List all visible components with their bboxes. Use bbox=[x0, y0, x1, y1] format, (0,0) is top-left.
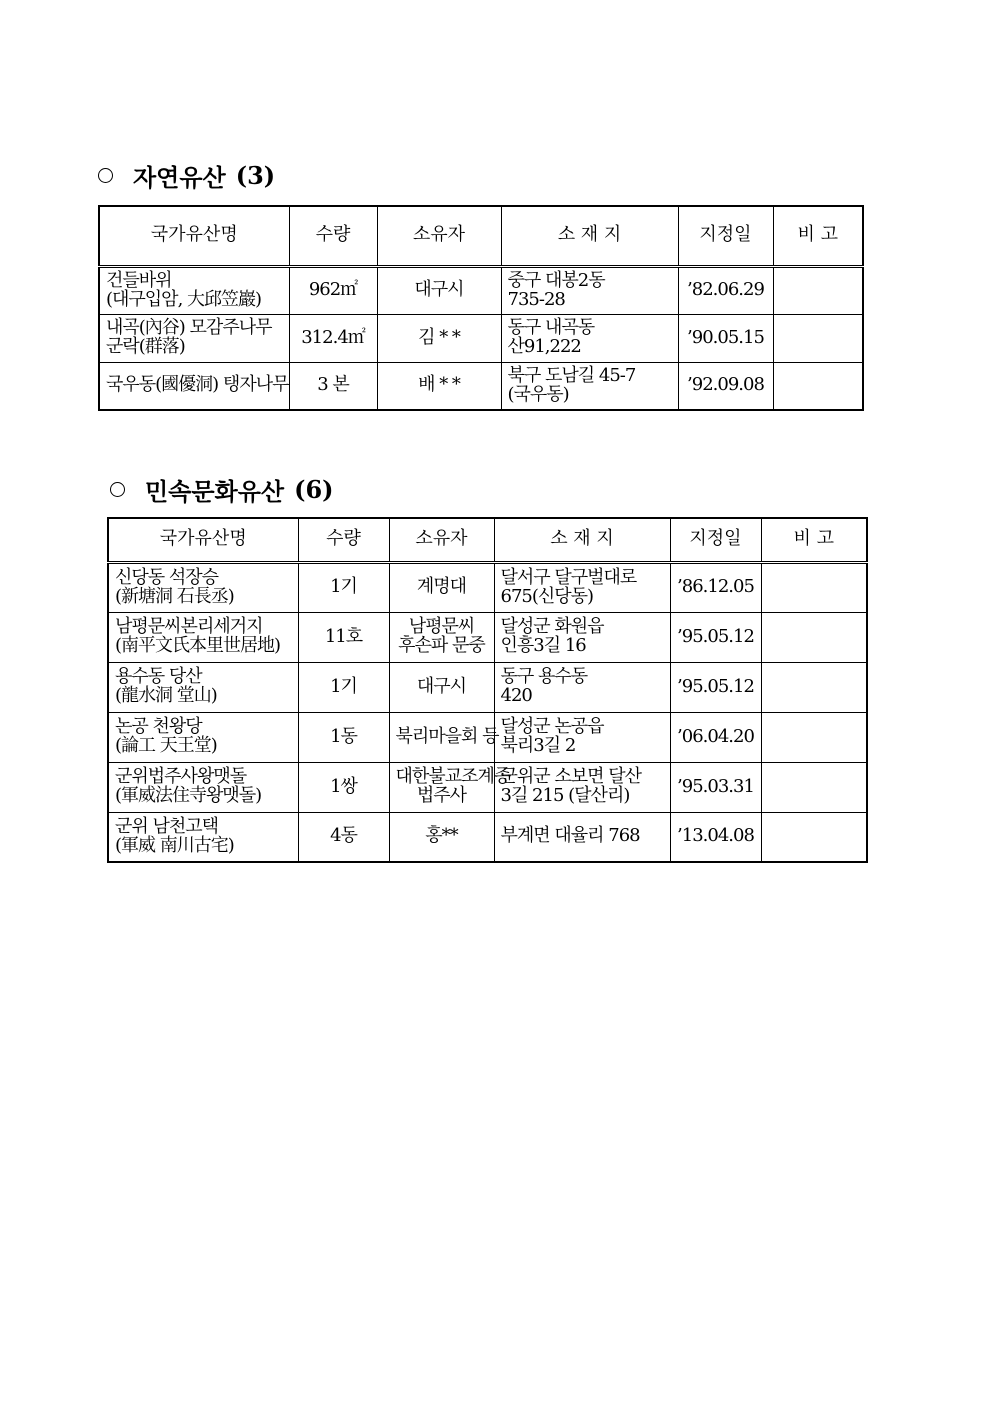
table-row bbox=[108, 612, 867, 662]
owner-cell-line: 배 * * bbox=[418, 374, 460, 396]
heritage-name-cell-line: 군위 남천고택 bbox=[115, 815, 219, 837]
table-row bbox=[108, 812, 867, 862]
note-cell bbox=[761, 762, 867, 812]
address-cell-line: 달성군 화원읍 bbox=[500, 616, 604, 638]
heritage-name-cell bbox=[108, 562, 298, 612]
table-header-cell: 수량 bbox=[289, 206, 377, 266]
note-cell bbox=[761, 612, 867, 662]
section-title-natural-heritage bbox=[98, 158, 275, 193]
table-header-cell: 지정일 bbox=[678, 206, 773, 266]
quantity-cell: 312.4㎡ bbox=[289, 314, 377, 362]
table-row bbox=[108, 712, 867, 762]
note-cell bbox=[773, 362, 863, 410]
address-cell-line: 달성군 논공읍 bbox=[500, 716, 604, 738]
address-cell-line: 735-28 bbox=[507, 288, 565, 310]
note-cell bbox=[761, 712, 867, 762]
table-row bbox=[99, 314, 863, 362]
address-cell-line: 동구 내곡동 bbox=[507, 317, 595, 339]
section-title-text: 자연유산 bbox=[133, 164, 226, 192]
quantity-cell: 1기 bbox=[298, 562, 389, 612]
owner-cell-line: 대구시 bbox=[414, 279, 464, 301]
table-header-cell: 국가유산명 bbox=[99, 206, 289, 266]
note-cell bbox=[761, 662, 867, 712]
owner-cell-line: 홍** bbox=[425, 825, 458, 847]
section-count: (6) bbox=[294, 475, 334, 504]
owner-cell-line: 대한불교조계종 bbox=[395, 766, 511, 788]
address-cell-line: 675(신당동) bbox=[500, 585, 594, 607]
quantity-cell: 1기 bbox=[298, 662, 389, 712]
address-cell-line: 부계면 대율리 768 bbox=[500, 825, 640, 847]
owner-cell bbox=[389, 662, 494, 712]
natural-heritage-table bbox=[98, 205, 864, 411]
heritage-name-cell-line: (南平文氏本里世居地) bbox=[115, 635, 281, 656]
owner-cell bbox=[389, 612, 494, 662]
address-cell-line: 산91,222 bbox=[507, 336, 581, 357]
address-cell-line: (국우동) bbox=[507, 383, 569, 405]
note-cell bbox=[773, 266, 863, 314]
heritage-name-cell bbox=[99, 266, 289, 314]
table-header-cell: 비 고 bbox=[761, 518, 867, 562]
owner-cell bbox=[377, 362, 501, 410]
table-row bbox=[108, 762, 867, 812]
quantity-cell: 962㎡ bbox=[289, 266, 377, 314]
quantity-cell: 1동 bbox=[298, 712, 389, 762]
table-row bbox=[99, 266, 863, 314]
section-title-folk-heritage bbox=[110, 472, 334, 507]
address-cell-line: 달서구 달구벌대로 bbox=[500, 566, 637, 588]
address-cell-line: 북리3길 2 bbox=[500, 735, 576, 756]
table-row bbox=[99, 362, 863, 410]
heritage-name-cell bbox=[99, 362, 289, 410]
table-header-cell: 소 재 지 bbox=[501, 206, 678, 266]
owner-cell bbox=[389, 762, 511, 812]
designation-date-cell: ’95.05.12 bbox=[670, 662, 761, 712]
heritage-name-cell-line: (龍水洞 堂山) bbox=[115, 685, 217, 706]
owner-cell-line: 법주사 bbox=[416, 785, 467, 806]
owner-cell-line: 대구시 bbox=[416, 675, 467, 697]
heritage-name-cell-line: 내곡(內谷) 모감주나무 bbox=[106, 317, 272, 339]
table-header-cell: 비 고 bbox=[773, 206, 863, 266]
address-cell bbox=[494, 712, 670, 762]
table-body bbox=[99, 206, 863, 410]
address-cell-line: 북구 도남길 45-7 bbox=[507, 364, 636, 386]
owner-cell-line: 김 * * bbox=[418, 326, 460, 348]
table-header-cell: 지정일 bbox=[670, 518, 761, 562]
heritage-name-cell-line: 국우동(國優洞) 탱자나무 bbox=[106, 374, 289, 396]
address-cell-line: 420 bbox=[500, 685, 532, 706]
owner-cell bbox=[377, 314, 501, 362]
table-body bbox=[108, 518, 867, 862]
designation-date-cell: ’92.09.08 bbox=[678, 362, 773, 410]
designation-date-cell: ’86.12.05 bbox=[670, 562, 761, 612]
address-cell bbox=[494, 612, 670, 662]
address-cell-line: 동구 용수동 bbox=[500, 666, 588, 688]
table-header-cell: 소유자 bbox=[389, 518, 494, 562]
table-header-cell: 국가유산명 bbox=[108, 518, 298, 562]
heritage-name-cell-line: 논공 천왕당 bbox=[115, 716, 202, 738]
designation-date-cell: ’95.03.31 bbox=[670, 762, 761, 812]
heritage-name-cell-line: (대구입암, 大邱笠巖) bbox=[106, 288, 262, 310]
owner-cell bbox=[389, 712, 499, 762]
owner-cell-line: 남평문씨 bbox=[408, 616, 475, 638]
folk-heritage-table bbox=[107, 517, 868, 863]
owner-cell bbox=[389, 812, 494, 862]
table-header-row bbox=[99, 206, 863, 266]
heritage-name-cell-line: 군위법주사왕맷돌 bbox=[115, 766, 247, 788]
designation-date-cell: ’82.06.29 bbox=[678, 266, 773, 314]
heritage-name-cell-line: (軍威 南川古宅) bbox=[115, 834, 234, 856]
quantity-cell: 3 본 bbox=[289, 362, 377, 410]
quantity-cell: 4동 bbox=[298, 812, 389, 862]
heritage-name-cell bbox=[108, 662, 298, 712]
address-cell bbox=[494, 662, 670, 712]
table-row bbox=[108, 662, 867, 712]
note-cell bbox=[761, 562, 867, 612]
address-cell bbox=[494, 812, 670, 862]
owner-cell-line: 계명대 bbox=[416, 576, 467, 598]
heritage-name-cell bbox=[108, 762, 298, 812]
heritage-name-cell-line: 신당동 석장승 bbox=[115, 566, 219, 588]
designation-date-cell: ’90.05.15 bbox=[678, 314, 773, 362]
quantity-cell: 11호 bbox=[298, 612, 389, 662]
address-cell bbox=[501, 314, 678, 362]
owner-cell bbox=[377, 266, 501, 314]
heritage-name-cell bbox=[99, 314, 289, 362]
section-title-text: 민속문화유산 bbox=[145, 478, 285, 506]
address-cell bbox=[501, 266, 678, 314]
designation-date-cell: ’13.04.08 bbox=[670, 812, 761, 862]
section-count: (3) bbox=[235, 161, 276, 190]
heritage-name-cell-line: (論工 天王堂) bbox=[115, 735, 217, 756]
quantity-cell: 1쌍 bbox=[298, 762, 389, 812]
table-row bbox=[108, 562, 867, 612]
address-cell-line: 인흥3길 16 bbox=[500, 635, 586, 656]
heritage-name-cell-line: 건들바위 bbox=[106, 269, 172, 291]
table-header-cell: 소 재 지 bbox=[494, 518, 670, 562]
address-cell bbox=[494, 762, 670, 812]
heritage-name-cell-line: 용수동 당산 bbox=[115, 666, 202, 688]
owner-cell-line: 북리마을회 등 bbox=[395, 725, 499, 747]
note-cell bbox=[773, 314, 863, 362]
designation-date-cell: ’95.05.12 bbox=[670, 612, 761, 662]
heritage-name-cell bbox=[108, 612, 298, 662]
address-cell-line: 중구 대봉2동 bbox=[507, 269, 605, 291]
address-cell bbox=[494, 562, 670, 612]
heritage-name-cell-line: (新塘洞 石長丞) bbox=[115, 585, 234, 607]
note-cell bbox=[761, 812, 867, 862]
heritage-name-cell-line: (軍威法住寺왕맷돌) bbox=[115, 785, 262, 806]
address-cell bbox=[501, 362, 678, 410]
table-header-cell: 소유자 bbox=[377, 206, 501, 266]
address-cell-line: 군위군 소보면 달산 bbox=[500, 766, 642, 788]
heritage-name-cell-line: 남평문씨본리세거지 bbox=[115, 616, 263, 638]
owner-cell-line: 후손파 문중 bbox=[398, 635, 485, 656]
heritage-name-cell-line: 군락(群落) bbox=[106, 336, 185, 357]
owner-cell bbox=[389, 562, 494, 612]
designation-date-cell: ’06.04.20 bbox=[670, 712, 761, 762]
heritage-name-cell bbox=[108, 712, 298, 762]
table-header-cell: 수량 bbox=[298, 518, 389, 562]
address-cell-line: 3길 215 (달산리) bbox=[500, 785, 630, 806]
heritage-name-cell bbox=[108, 812, 298, 862]
bullet-circle-icon bbox=[98, 168, 113, 183]
table-header-row bbox=[108, 518, 867, 562]
bullet-circle-icon bbox=[110, 482, 125, 497]
